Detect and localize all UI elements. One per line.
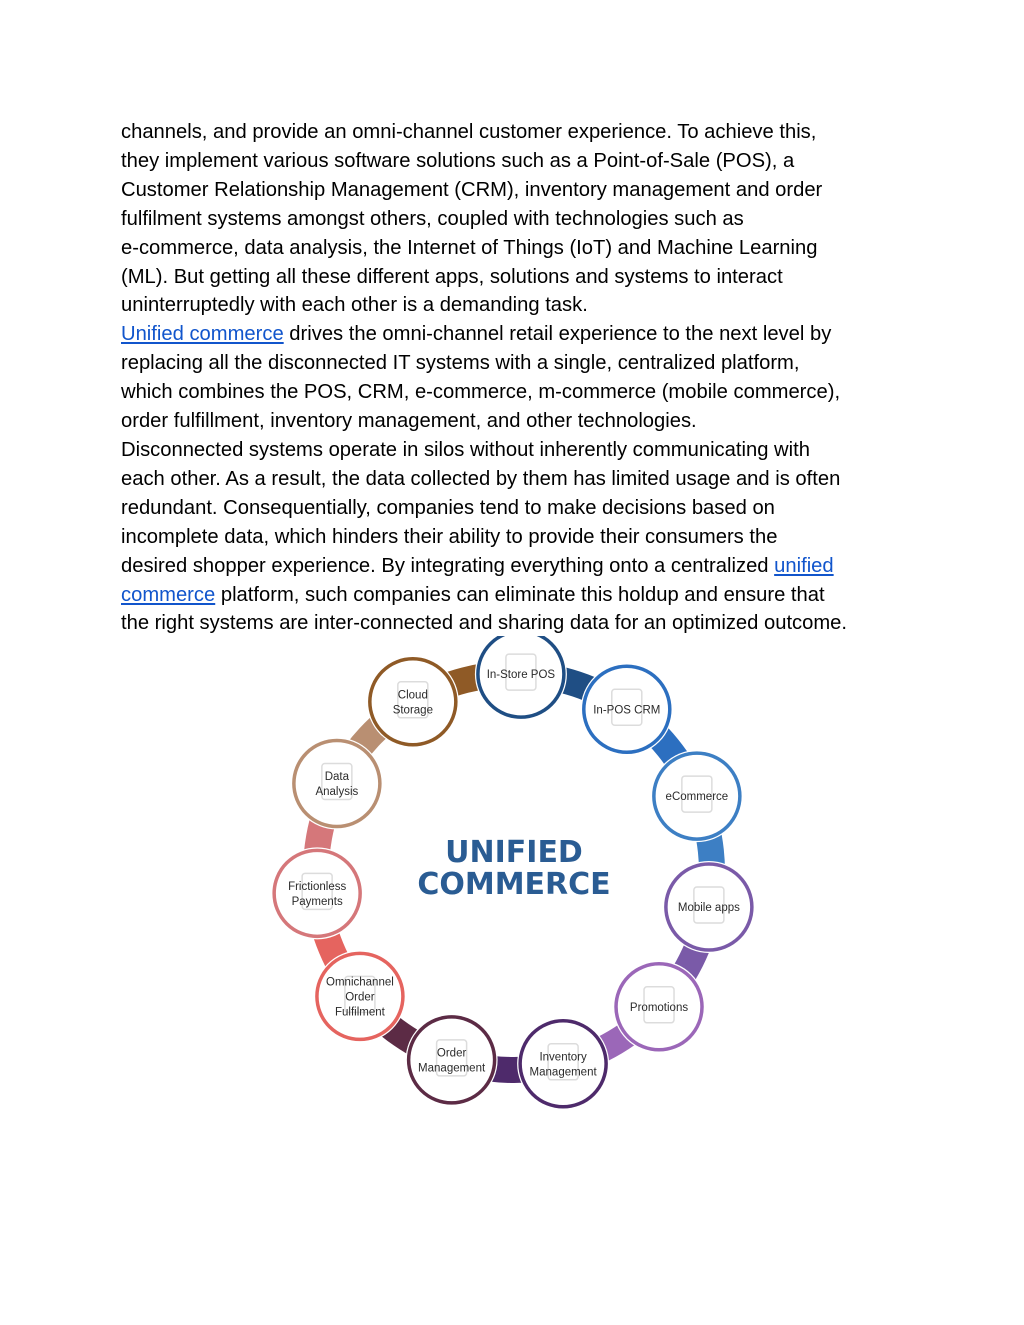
node-label: Payments bbox=[291, 895, 343, 908]
text-line bbox=[121, 436, 911, 465]
text-segment: each other. As a result, the data collected by them has limited usage and is often bbox=[121, 467, 841, 490]
article-text bbox=[121, 118, 911, 638]
diagram-svg bbox=[270, 636, 770, 1116]
text-segment: channels, and provide an omni-channel customer experience. To achieve this, bbox=[121, 121, 817, 143]
node-label: Mobile apps bbox=[677, 902, 740, 915]
text-line bbox=[121, 465, 911, 494]
node-label: Omnichannel bbox=[326, 976, 394, 989]
text-line bbox=[121, 320, 911, 349]
text-segment: redundant. Consequentially, companies tend to make decisions based on bbox=[121, 496, 775, 519]
text-line bbox=[121, 176, 911, 205]
text-segment: platform, such companies can eliminate this holdup and ensure that bbox=[215, 583, 825, 606]
text-segment: (ML). But getting all these different apps, solutions and systems to interact bbox=[121, 265, 783, 288]
unified-commerce-link[interactable]: commerce bbox=[121, 583, 216, 606]
node-label: Frictionless bbox=[288, 880, 347, 893]
node-label: In-POS CRM bbox=[593, 704, 661, 717]
node-label: Fulfilment bbox=[334, 1006, 385, 1019]
text-line bbox=[121, 609, 911, 638]
text-segment: drives the omni-channel retail experience to the next level by bbox=[283, 323, 832, 346]
diagram-node bbox=[367, 656, 459, 748]
node-circle bbox=[520, 1021, 606, 1107]
diagram-node bbox=[663, 861, 755, 953]
diagram-node bbox=[314, 950, 406, 1042]
text-segment: e-commerce, data analysis, the Internet of Things (IoT) and Machine Learning bbox=[121, 236, 818, 259]
text-line bbox=[121, 523, 911, 552]
node-label: Order bbox=[436, 1047, 467, 1060]
text-segment: fulfilment systems amongst others, coupled with technologies such as bbox=[121, 207, 744, 230]
diagram-node bbox=[517, 1018, 609, 1110]
text-segment: desired shopper experience. By integrating everything onto a centralized bbox=[121, 554, 775, 577]
node-label: Data bbox=[324, 771, 350, 784]
text-segment: order fulfillment, inventory management, and other technologies. bbox=[121, 410, 697, 433]
text-line bbox=[121, 378, 911, 407]
diagram-node bbox=[475, 636, 567, 720]
text-segment: Customer Relationship Management (CRM), inventory management and order bbox=[121, 178, 823, 201]
node-label: eCommerce bbox=[665, 791, 729, 804]
text-line bbox=[121, 118, 911, 147]
text-segment: they implement various software solutions such as a Point-of-Sale (POS), a bbox=[121, 149, 795, 172]
text-line bbox=[121, 147, 911, 176]
node-label: Management bbox=[418, 1062, 486, 1075]
node-label: Management bbox=[529, 1066, 597, 1079]
node-label: Storage bbox=[392, 704, 433, 717]
text-line bbox=[121, 407, 911, 436]
node-label: Promotions bbox=[629, 1001, 689, 1014]
node-label: Analysis bbox=[315, 786, 359, 799]
text-line bbox=[121, 552, 911, 581]
unified-commerce-link[interactable]: unified bbox=[774, 554, 834, 577]
unified-commerce-diagram bbox=[270, 636, 770, 1116]
node-circle bbox=[294, 741, 380, 827]
text-segment: replacing all the disconnected IT systems with a single, centralized platform, bbox=[121, 352, 800, 375]
unified-commerce-link[interactable]: Unified commerce bbox=[121, 323, 284, 346]
text-segment: incomplete data, which hinders their ability to provide their consumers the bbox=[121, 525, 778, 548]
center-title-line2: COMMERCE bbox=[417, 867, 611, 902]
node-label: Cloud bbox=[397, 689, 428, 702]
node-circle bbox=[274, 850, 360, 936]
diagram-node bbox=[406, 1014, 498, 1106]
node-circle bbox=[409, 1017, 495, 1103]
node-circle bbox=[370, 659, 456, 745]
node-label: Order bbox=[345, 991, 375, 1004]
node-label: Inventory bbox=[539, 1051, 587, 1064]
text-line bbox=[121, 291, 911, 320]
text-segment: which combines the POS, CRM, e-commerce, m-commerce (mobile commerce), bbox=[121, 381, 841, 404]
node-label: In-Store POS bbox=[486, 669, 556, 682]
center-title-line1: UNIFIED bbox=[445, 835, 583, 870]
diagram-node bbox=[651, 750, 743, 842]
text-line bbox=[121, 263, 911, 292]
text-segment: the right systems are inter-connected and sharing data for an optimized outcome. bbox=[121, 612, 848, 635]
text-line bbox=[121, 581, 911, 610]
text-line bbox=[121, 349, 911, 378]
text-line bbox=[121, 205, 911, 234]
diagram-node bbox=[291, 738, 383, 830]
text-line bbox=[121, 494, 911, 523]
diagram-node bbox=[613, 961, 705, 1053]
text-segment: Disconnected systems operate in silos without inherently communicating with bbox=[121, 438, 810, 461]
text-line bbox=[121, 234, 911, 263]
diagram-node bbox=[581, 663, 673, 755]
text-segment: uninterruptedly with each other is a demanding task. bbox=[121, 294, 588, 317]
diagram-node bbox=[271, 847, 363, 939]
